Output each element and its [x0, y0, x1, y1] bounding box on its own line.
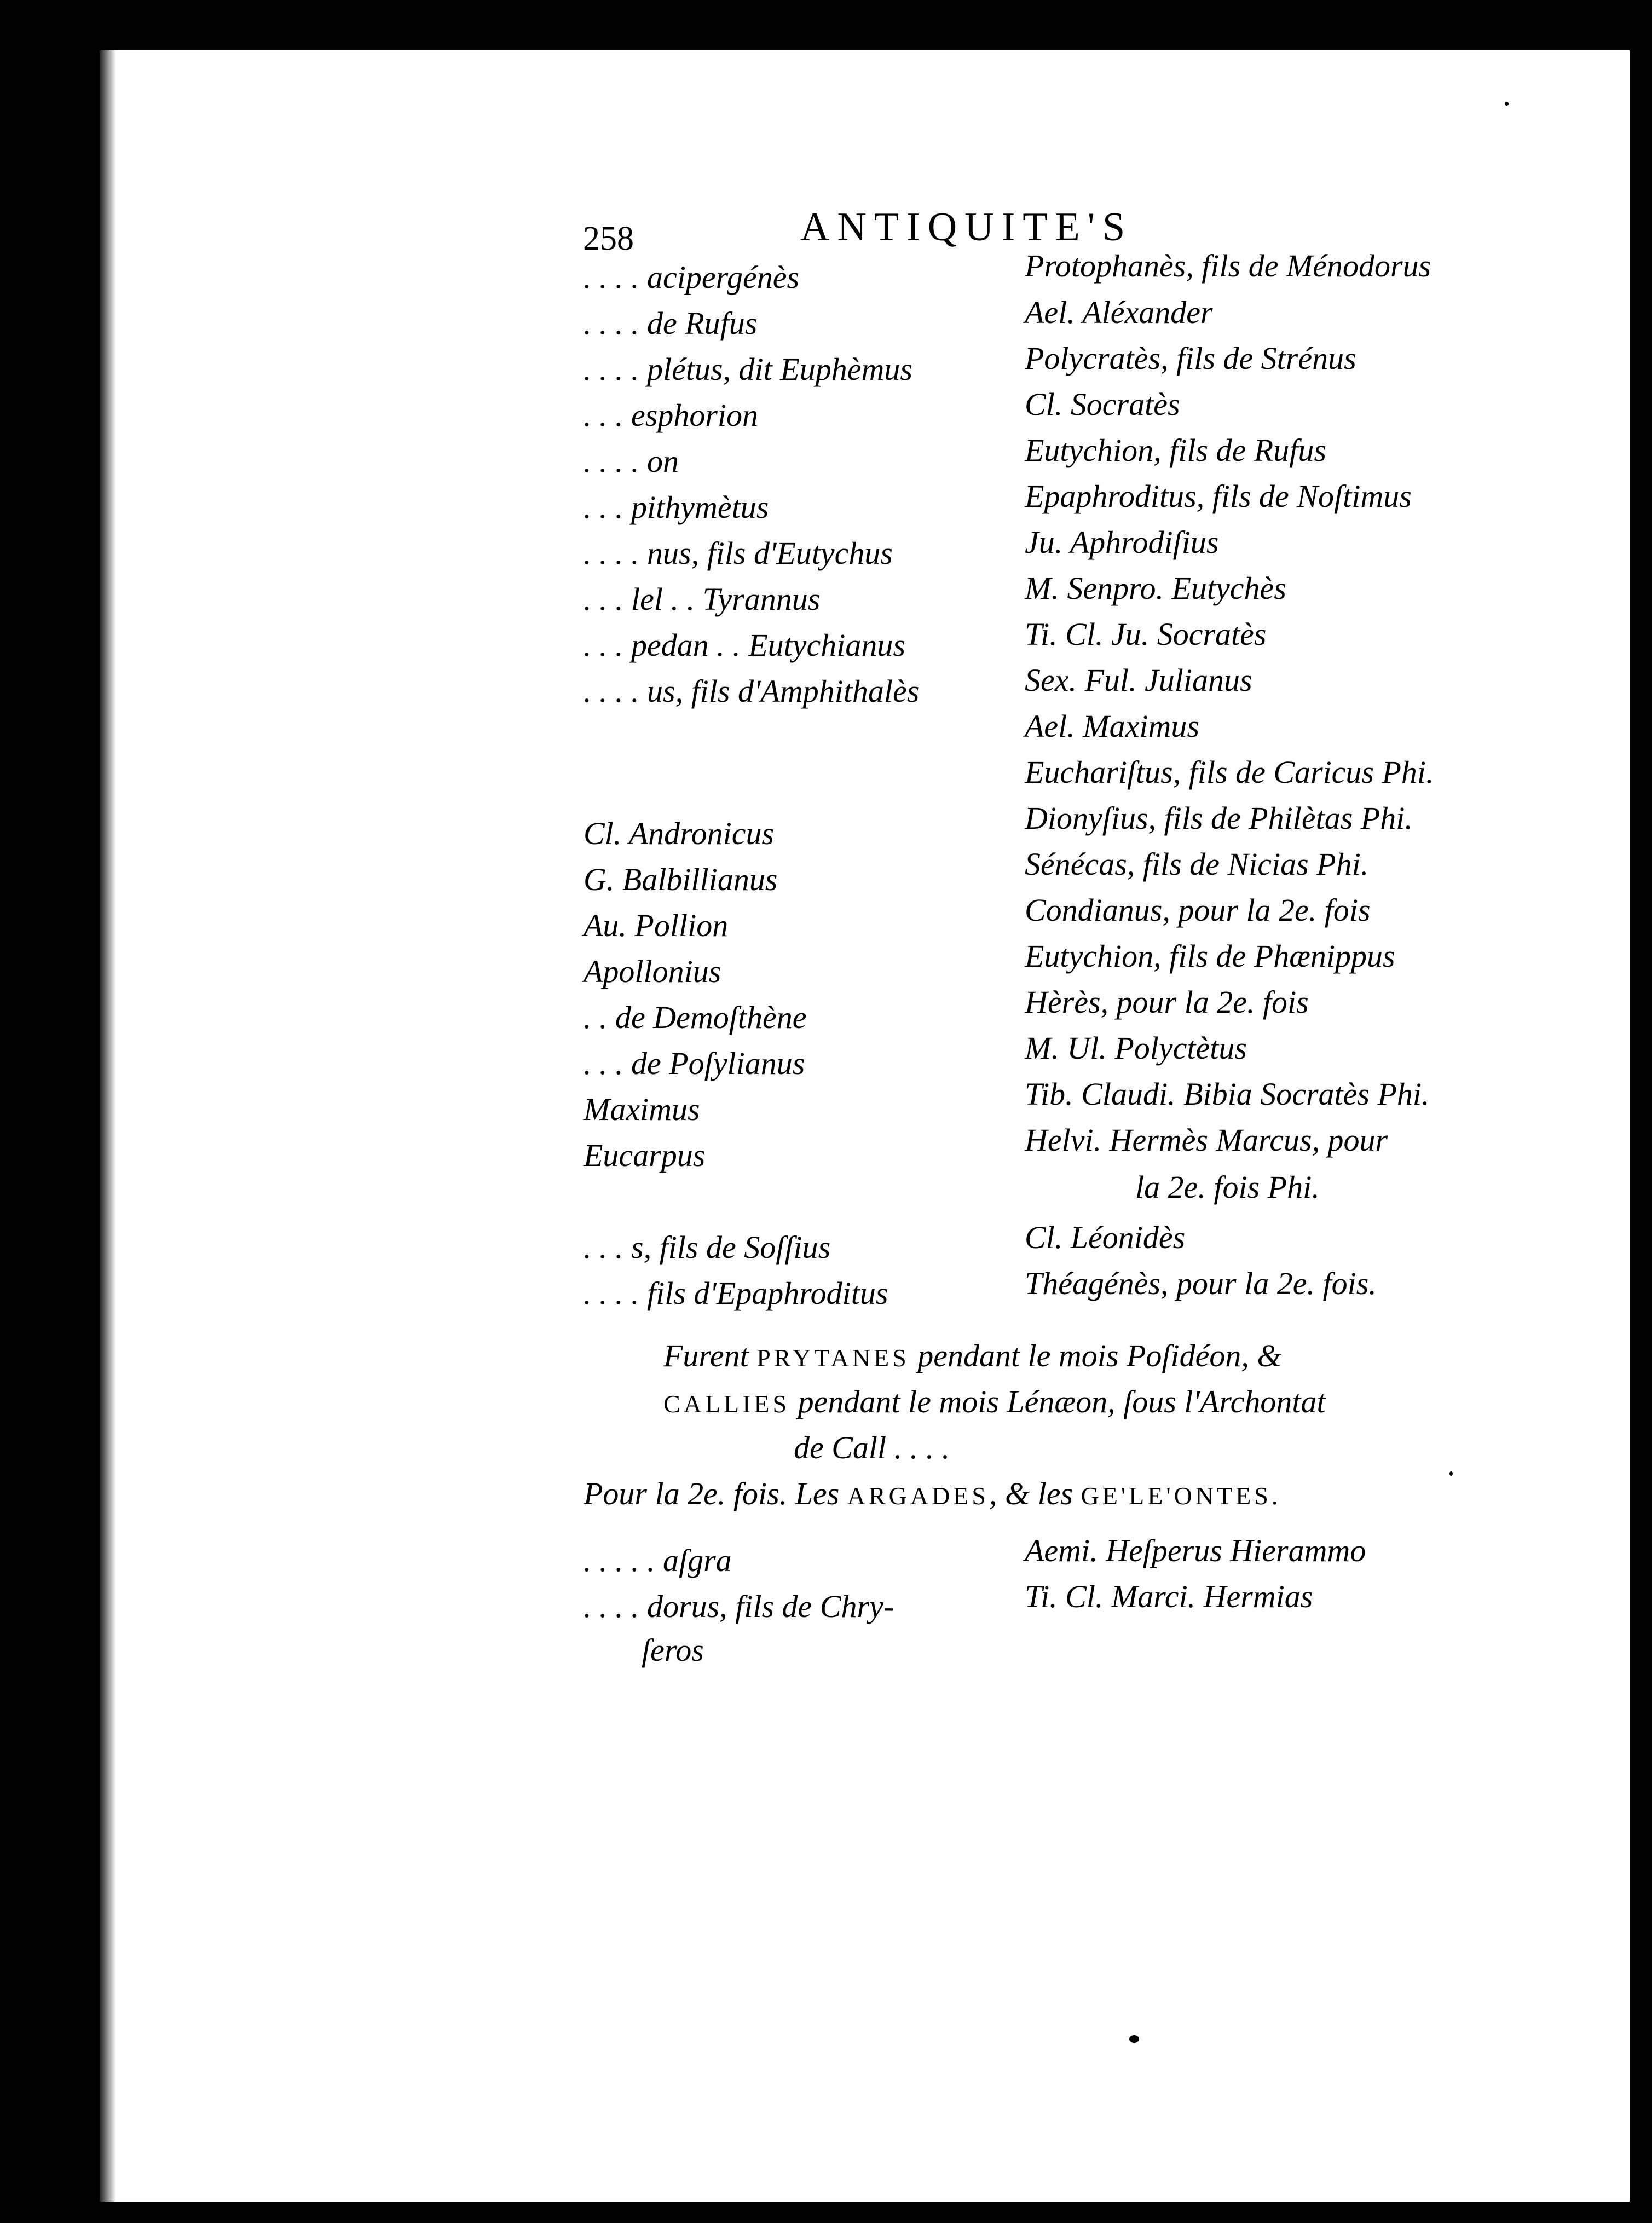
list3-left-0: . . . s, fils de Soſſius [584, 1229, 831, 1265]
list1-left-0: . . . . acipergénès [584, 259, 800, 295]
list4-right-0: Aemi. Heſperus Hierammo [1025, 1533, 1366, 1568]
list1-left-8: . . . pedan . . Eutychianus [584, 627, 905, 663]
list1-left-3: . . . esphorion [584, 397, 758, 433]
list1-left-7: . . . lel . . Tyrannus [584, 581, 821, 617]
list1-left-9: . . . . us, fils d'Amphithalès [584, 673, 920, 709]
note-line-3: de Call . . . . [794, 1430, 950, 1465]
list2-left-5: . . . de Poſylianus [584, 1046, 805, 1081]
list4-right-1: Ti. Cl. Marci. Hermias [1025, 1579, 1313, 1614]
list2-right-7: Helvi. Hermès Marcus, pour [1025, 1122, 1388, 1158]
list2-left-1: G. Balbillianus [584, 862, 778, 897]
list2-left-3: Apollonius [584, 954, 721, 989]
list4-left-2: ſeros [642, 1632, 704, 1668]
list1-right-4: Eutychion, fils de Rufus [1025, 432, 1326, 468]
list1-right-0: Protophanès, fils de Ménodorus [1025, 248, 1431, 284]
list2-right-8: la 2e. fois Phi. [1135, 1169, 1320, 1205]
list3-right-0: Cl. Léonidès [1025, 1220, 1186, 1255]
page-header: ANTIQUITE'S [800, 205, 1133, 250]
list2-right-6: Tib. Claudi. Bibia Socratès Phi. [1025, 1076, 1430, 1112]
list4-left-0: . . . . . aſgra [584, 1543, 732, 1578]
list1-right-11: Euchariſtus, fils de Caricus Phi. [1025, 754, 1434, 790]
list4-left-1: . . . . dorus, fils de Chry- [584, 1589, 894, 1624]
list2-left-4: . . de Demoſthène [584, 1000, 807, 1035]
list2-right-4: Hèrès, pour la 2e. fois [1025, 984, 1309, 1020]
list2-right-0: Dionyſius, fils de Philètas Phi. [1025, 800, 1413, 836]
list1-right-3: Cl. Socratès [1025, 386, 1180, 422]
list3-left-1: . . . . fils d'Epaphroditus [584, 1275, 888, 1311]
argades-smallcaps: ARGADES [847, 1482, 989, 1510]
prytanes-smallcaps: PRYTANES [756, 1344, 910, 1372]
list1-right-7: M. Senpro. Eutychès [1025, 570, 1286, 606]
list1-right-2: Polycratès, fils de Strénus [1025, 340, 1356, 376]
list2-left-6: Maximus [584, 1092, 700, 1127]
list2-left-7: Eucarpus [584, 1138, 706, 1173]
list2-left-2: Au. Pollion [584, 908, 729, 943]
callies-smallcaps: CALLIES [663, 1390, 790, 1418]
list2-right-2: Condianus, pour la 2e. fois [1025, 892, 1371, 928]
list1-left-2: . . . . plétus, dit Euphèmus [584, 351, 912, 387]
list1-right-5: Epaphroditus, fils de Noſtimus [1025, 478, 1412, 514]
geleontes-smallcaps: GE'LE'ONTES. [1081, 1482, 1281, 1510]
list1-left-1: . . . . de Rufus [584, 305, 758, 341]
list2-left-0: Cl. Andronicus [584, 816, 775, 851]
ink-speck [1129, 2035, 1139, 2043]
note-line-1: Furent PRYTANES pendant le mois Poſidéon, & [663, 1338, 1282, 1373]
page-gutter-shadow [100, 50, 116, 2202]
page-number: 258 [583, 220, 634, 257]
note-line-2: CALLIES pendant le mois Lénæon, ſous l'Archontat [663, 1384, 1326, 1419]
list1-right-1: Ael. Aléxander [1025, 295, 1213, 330]
list1-right-6: Ju. Aphrodiſius [1025, 524, 1219, 560]
list1-left-5: . . . pithymètus [584, 489, 769, 525]
list1-right-9: Sex. Ful. Julianus [1025, 662, 1252, 698]
ink-speck [1505, 102, 1509, 106]
ink-speck [1449, 1471, 1453, 1476]
second-tribes-heading: Pour la 2e. fois. Les ARGADES, & les GE'LE'ONTES. [584, 1476, 1281, 1511]
list2-right-1: Sénécas, fils de Nicias Phi. [1025, 846, 1369, 882]
list1-right-8: Ti. Cl. Ju. Socratès [1025, 616, 1267, 652]
list1-right-10: Ael. Maximus [1025, 708, 1199, 744]
list1-left-6: . . . . nus, fils d'Eutychus [584, 535, 893, 571]
list1-left-4: . . . . on [584, 443, 679, 479]
list2-right-3: Eutychion, fils de Phænippus [1025, 938, 1395, 974]
list2-right-5: M. Ul. Polyctètus [1025, 1030, 1247, 1066]
list3-right-1: Théagénès, pour la 2e. fois. [1025, 1266, 1377, 1301]
